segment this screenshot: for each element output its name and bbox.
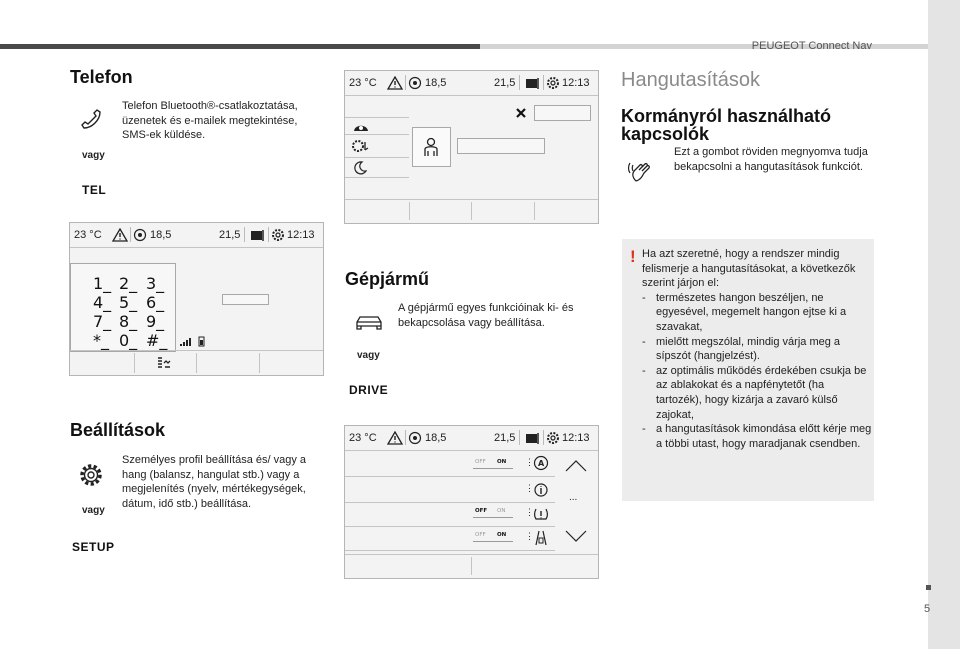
exclamation-icon: ! [630,247,636,266]
status-bar [345,426,598,450]
person-icon [423,137,439,157]
driving-mode-icon[interactable] [353,121,369,133]
warning-icon [387,431,403,445]
toggle-1-on[interactable]: ON [497,459,507,465]
warning-icon [387,76,403,90]
toggle-1-off[interactable]: OFF [475,459,486,465]
tyre-pressure-icon [533,506,549,522]
key-4[interactable]: 4_ [93,293,112,312]
key-8[interactable]: 8_ [119,312,138,331]
toggle-2-on[interactable]: ON [497,508,506,514]
media-icon [250,228,266,242]
note-intro: Ha azt szeretné, hogy a rendszer mindig felismerje a hangutasításokat, a következők szerint járjon el: [642,248,856,290]
status-bar [345,71,598,95]
warning-icon [112,228,128,242]
beallitasok-desc: Személyes profil beállítása és/ vagy a hang (balansz, hangulat stb.) vagy a megjelenítés (nyelv, mértékegységek, dátum, idő stb.) beállítása. [122,454,307,510]
status-temp: 23 °C [74,229,102,241]
telefon-desc: Telefon Bluetooth®-csatlakoztatása, üzenetek és e-mailek megtekintése, SMS-ek küldése. [122,100,298,141]
telefon-title: Telefon [70,67,133,87]
lane-departure-icon [533,530,549,546]
close-icon[interactable] [515,107,527,119]
note-dash: - [642,423,646,436]
keypad[interactable] [70,263,176,352]
car-icon [354,313,384,331]
night-mode-icon[interactable] [353,161,367,175]
key-5[interactable]: 5_ [119,293,138,312]
hangutasitasok-subtitle: Kormányról használható kapcsolók [621,106,832,144]
settings-icon [546,76,560,90]
note-item [642,335,872,364]
settings-icon [271,228,285,242]
media-icon [525,76,541,90]
status-bar [70,223,323,247]
row-1-menu[interactable]: ⋮ [525,457,534,467]
status-right-value: 21,5 [494,432,516,444]
svg-text:A: A [538,459,545,468]
info-icon [533,482,549,498]
key-9[interactable]: 9_ [146,312,165,331]
key-star[interactable]: *_ [93,331,109,350]
phone-input-field[interactable] [222,294,269,305]
gepjarmu-or: vagy [357,350,380,361]
status-right-value: 21,5 [494,77,516,89]
status-left-value: 18,5 [425,77,447,89]
scroll-down-icon[interactable] [565,530,587,542]
hangutasitasok-desc: Ezt a gombot röviden megnyomva tudja bekapcsolni a hangutasítások funkciót. [674,146,868,173]
key-6[interactable]: 6_ [146,293,165,312]
status-time: 12:13 [562,77,590,89]
toggle-3-off[interactable]: OFF [475,532,486,538]
row-3-menu[interactable]: ⋮ [525,507,534,517]
status-left-value: 18,5 [425,432,447,444]
contacts-icon[interactable] [156,355,172,371]
note-item-text: természetes hangon beszéljen, ne egyesével, megemelt hangon ejtse ki a szavakat, [656,291,847,333]
media-icon [525,431,541,445]
status-temp: 23 °C [349,432,377,444]
profile-name-field[interactable] [457,138,545,154]
page-number: 5 [924,603,931,615]
row-2-menu[interactable]: ⋮ [525,483,534,493]
navigation-icon [408,431,422,445]
key-1[interactable]: 1_ [93,274,112,293]
settings-icon [546,431,560,445]
key-3[interactable]: 3_ [146,274,165,293]
header-bar [0,44,480,49]
navigation-icon [408,76,422,90]
telefon-or: vagy [82,150,105,161]
gepjarmu-title: Gépjármű [345,269,430,289]
note-dash: - [642,364,646,377]
note-dash: - [642,291,646,304]
hangutasitasok-title: Hangutasítások [621,69,760,91]
ambience-icon[interactable] [351,138,371,154]
scroll-up-icon[interactable] [565,460,587,472]
beallitasok-title: Beállítások [70,420,166,440]
side-strip [928,0,960,649]
signal-battery-icon [179,335,207,347]
header-title: PEUGEOT Connect Nav [751,40,872,52]
note-dash: - [642,335,646,348]
note-text [642,247,872,451]
drive-screen [344,425,599,579]
toggle-3-on[interactable]: ON [497,532,507,538]
page-marker [926,585,931,590]
key-2[interactable]: 2_ [119,274,138,293]
beallitasok-or: vagy [82,505,105,516]
key-7[interactable]: 7_ [93,312,112,331]
status-time: 12:13 [562,432,590,444]
status-left-value: 18,5 [150,229,172,241]
tel-button-label: TEL [82,183,107,197]
key-hash[interactable]: #_ [146,331,168,350]
toggle-2-off[interactable]: OFF [475,508,488,514]
status-temp: 23 °C [349,77,377,89]
status-right-value: 21,5 [219,229,241,241]
lane-assist-icon [533,454,549,472]
top-field[interactable] [534,105,591,121]
setup-button-label: SETUP [72,540,115,554]
navigation-icon [133,228,147,242]
note-item [642,422,872,451]
note-item-text: mielőtt megszólal, mindig várja meg a sípszót (hangjelzést). [656,335,841,363]
voice-screen [344,70,599,224]
note-item-text: az optimális működés érdekében csukja be az ablakokat és a napfénytetőt (ha tartozék), hogy kizárja a zavaró külső zajokat, [656,364,867,421]
phone-icon [80,108,102,130]
drive-button-label: DRIVE [349,383,389,397]
gepjarmu-desc: A gépjármű egyes funkcióinak ki- és bekapcsolása vagy beállítása. [398,302,574,329]
scroll-more: ... [569,492,578,503]
row-4-menu[interactable]: ⋮ [525,531,534,541]
voice-command-icon [626,155,656,183]
telefon-screen [69,222,324,376]
note-item [642,291,872,335]
note-item [642,364,872,422]
gear-icon [78,462,104,488]
note-item-text: a hangutasítások kimondása előtt kérje meg a többi utast, hogy maradjanak csendben. [656,423,872,450]
status-time: 12:13 [287,229,315,241]
key-0[interactable]: 0_ [119,331,138,350]
profile-tile[interactable] [412,127,451,167]
